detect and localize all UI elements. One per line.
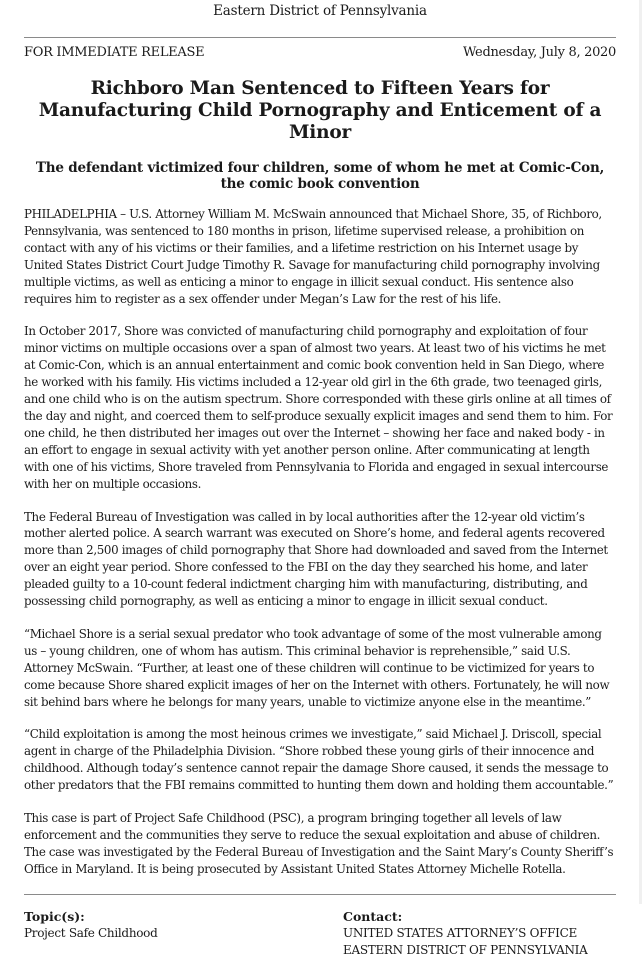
footer-section	[24, 908, 616, 959]
article-paragraph: This case is part of Project Safe Childhood (PSC), a program bringing together all levels of law enforcement and the communities they serve to reduce the sexual exploitation and abuse of children. The case was investigated by the Federal Bureau of Investigation and the Saint Mary’s County Sheriff’s Office in Maryland. It is being prosecuted by Assistant United States Attorney Michelle Rotella.	[24, 811, 614, 876]
article-subtitle: The defendant victimized four children, some of whom he met at Comic-Con, the comic book convention	[35, 160, 605, 192]
article-paragraph: “Michael Shore is a serial sexual predator who took advantage of some of the most vulnerable among us – young children, one of whom has autism. This criminal behavior is reprehensible,” said U.S. Attorney McSwain. “Further, at least one of these children will continue to be victimized for years to come because Shore shared explicit images of her on the Internet with others. Fortunately, he will now sit behind bars where he belongs for many years, unable to victimize anyone else in the meantime.”	[24, 626, 610, 709]
press-release-page	[24, 0, 616, 959]
header-divider	[24, 37, 616, 38]
topics-value: Project Safe Childhood	[24, 925, 158, 940]
article-title: Richboro Man Sentenced to Fifteen Years for Manufacturing Child Pornography and Enticement of a Minor	[38, 78, 602, 143]
article-paragraph: The Federal Bureau of Investigation was called in by local authorities after the 12-year old victim’s mother alerted police. A search warrant was executed on Shore’s home, and federal agents recovered more than 2,500 images of child pornography that Shore had downloaded and saved from the Internet over an eight year period. Shore confessed to the FBI on the day they searched his home, and later pleaded guilty to a 10-count federal indictment charging him with manufacturing, distributing, and possessing child pornography, as well as enticing a minor to engage in illicit sexual conduct.	[24, 509, 608, 609]
release-date: Wednesday, July 8, 2020	[463, 45, 616, 60]
contact-label: Contact:	[343, 908, 403, 924]
release-info-row	[24, 45, 616, 60]
article-paragraph: In October 2017, Shore was convicted of manufacturing child pornography and exploitation of four minor victims on multiple occasions over a span of almost two years. At least two of his victims he met at Comic-Con, which is an annual entertainment and comic book convention held in San Diego, where he worked with his family. His victims included a 12-year old girl in the 6th grade, two teenaged girls, and one child who is on the autism spectrum. Shore corresponded with these girls online at all times of the day and night, and coerced them to self-produce sexually explicit images and send them to him. For one child, he then distributed her images out over the Internet – showing her face and naked body - in an effort to engage in sexual activity with yet another person online. After communicating at length with one of his victims, Shore traveled from Pennsylvania to Florida and engaged in sexual intercourse with her on multiple occasions.	[24, 324, 613, 491]
topics-label: Topic(s):	[24, 908, 85, 924]
article-paragraph: “Child exploitation is among the most heinous crimes we investigate,” said Michael J. Driscoll, special agent in charge of the Philadelphia Division. “Shore robbed these young girls of their innocence and childhood. Although today’s sentence cannot repair the damage Shore caused, it sends the message to other predators that the FBI remains committed to hunting them down and holding them accountable.”	[24, 727, 614, 793]
article-body	[24, 206, 616, 878]
topics-column	[24, 908, 343, 959]
contact-column	[343, 908, 616, 959]
footer-divider	[24, 894, 616, 895]
contact-district: EASTERN DISTRICT OF PENNSYLVANIA	[343, 942, 588, 957]
article-paragraph: PHILADELPHIA – U.S. Attorney William M. McSwain announced that Michael Shore, 35, of Richboro, Pennsylvania, was sentenced to 180 months in prison, lifetime supervised release, a prohibition on contact with any of his victims or their families, and a lifetime restriction on his Internet usage by United States District Court Judge Timothy R. Savage for manufacturing child pornography involving multiple victims, as well as enticing a minor to engage in illicit sexual conduct. His sentence also requires him to register as a sex offender under Megan’s Law for the rest of his life.	[24, 207, 602, 306]
contact-office: UNITED STATES ATTORNEY’S OFFICE	[343, 925, 577, 940]
district-name: Eastern District of Pennsylvania	[213, 3, 427, 19]
release-label: FOR IMMEDIATE RELEASE	[24, 45, 205, 60]
